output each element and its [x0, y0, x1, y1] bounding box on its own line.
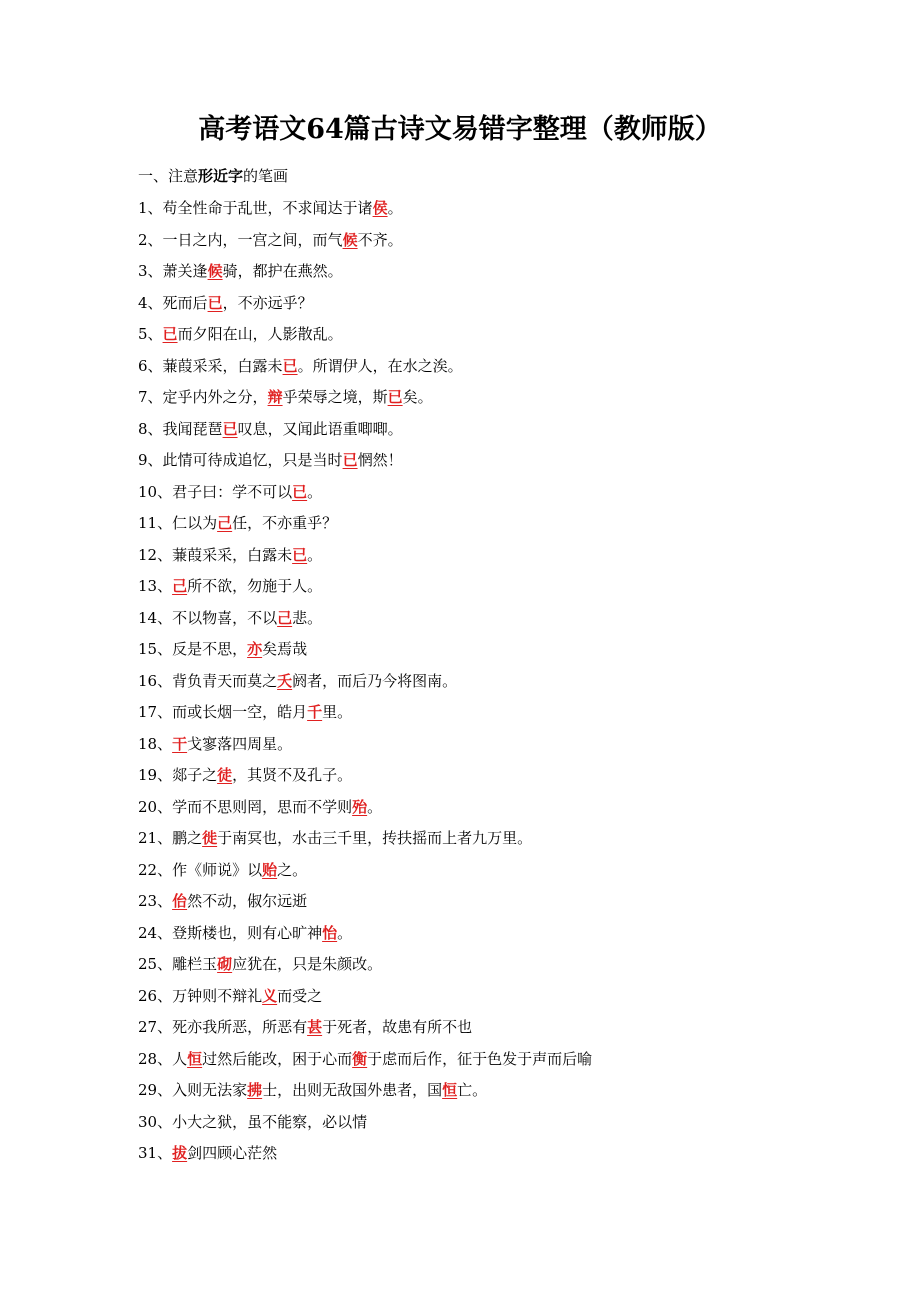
item-text: 过然后能改，困于心而	[202, 1049, 353, 1068]
item-text: 君子曰：学不可以	[172, 482, 293, 501]
highlighted-character: 亦	[247, 640, 263, 658]
item-number: 6、	[138, 356, 163, 375]
highlighted-character: 殆	[352, 797, 368, 816]
highlighted-character: 怡	[322, 923, 338, 942]
item-text: 不以物喜，不以	[172, 608, 278, 627]
section-heading	[138, 162, 288, 190]
item-text: 作《师说》以	[172, 860, 263, 879]
list-item	[138, 856, 878, 888]
item-number: 8、	[138, 419, 163, 438]
highlighted-character: 已	[292, 482, 308, 501]
list-item	[138, 383, 878, 415]
item-text: 而受之	[277, 986, 323, 1005]
item-number: 23、	[138, 892, 173, 910]
item-number: 24、	[138, 923, 173, 942]
list-item	[138, 1076, 878, 1108]
list-item	[138, 478, 878, 510]
list-item	[138, 257, 878, 289]
item-number: 19、	[138, 766, 173, 784]
list-item	[138, 635, 878, 667]
highlighted-character: 己	[277, 608, 293, 627]
item-number: 28、	[138, 1049, 173, 1068]
item-text: 蒹葭采采，白露未	[162, 356, 283, 375]
item-text: 登斯楼也，则有心旷神	[172, 923, 323, 942]
list-item	[138, 1108, 878, 1140]
item-text: 。	[307, 482, 323, 501]
item-text: 死而后	[162, 293, 208, 312]
list-item	[138, 289, 878, 321]
item-text: 然不动，俶尔远逝	[187, 892, 308, 910]
list-item	[138, 352, 878, 384]
item-text: 苟全性命于乱世，不求闻达于诸	[162, 199, 373, 217]
list-item	[138, 667, 878, 699]
highlighted-character: 甚	[307, 1018, 323, 1036]
item-text: 士，出则无敌国外患者，国	[262, 1081, 443, 1099]
list-item	[138, 226, 878, 258]
item-text: 。	[307, 545, 323, 564]
highlighted-character: 干	[172, 734, 188, 753]
item-text: 叹息，又闻此语重唧唧。	[237, 419, 403, 438]
highlighted-character: 候	[342, 230, 358, 249]
list-item	[138, 446, 878, 478]
item-text: 剑四顾心茫然	[187, 1144, 278, 1162]
item-number: 3、	[138, 262, 163, 280]
item-number: 5、	[138, 325, 163, 343]
list-item	[138, 415, 878, 447]
item-text: 骑，都护在燕然。	[222, 262, 343, 280]
highlighted-character: 千	[307, 703, 323, 721]
item-number: 17、	[138, 703, 173, 721]
list-item	[138, 919, 878, 951]
highlighted-character: 已	[282, 356, 298, 375]
item-number: 4、	[138, 293, 163, 312]
item-number: 26、	[138, 986, 173, 1005]
item-text: 萧关逢	[162, 262, 208, 280]
item-number: 22、	[138, 860, 173, 879]
highlighted-character: 砌	[217, 955, 233, 973]
item-number: 2、	[138, 230, 163, 249]
highlighted-character: 拂	[247, 1081, 263, 1099]
item-number: 25、	[138, 955, 173, 973]
item-text: 。	[367, 797, 383, 816]
item-number: 20、	[138, 797, 173, 816]
item-text: 此情可待成追忆，只是当时	[162, 451, 343, 469]
highlighted-character: 侯	[372, 199, 388, 217]
highlighted-character: 夭	[277, 671, 293, 690]
item-text: 于死者，故患有所不也	[322, 1018, 473, 1036]
item-text: 里。	[322, 703, 353, 721]
highlighted-character: 已	[162, 325, 178, 343]
list-item	[138, 572, 878, 604]
list-item	[138, 604, 878, 636]
list-item	[138, 887, 878, 919]
section-suffix: 的笔画	[243, 167, 289, 185]
item-text: 蒹葭采采，白露未	[172, 545, 293, 564]
item-text: 鹏之	[172, 829, 203, 847]
item-number: 11、	[138, 514, 173, 532]
item-number: 29、	[138, 1081, 173, 1099]
section-prefix: 一、注意	[138, 167, 199, 185]
item-number: 15、	[138, 640, 173, 658]
item-text: ，其贤不及孔子。	[232, 766, 353, 784]
item-text: 而或长烟一空，皓月	[172, 703, 308, 721]
highlighted-character: 已	[222, 419, 238, 438]
highlighted-character: 已	[292, 545, 308, 564]
highlighted-character: 辩	[267, 388, 283, 406]
item-text: 我闻琵琶	[162, 419, 223, 438]
list-item	[138, 320, 878, 352]
item-text: 矣焉哉	[262, 640, 308, 658]
item-text: 学而不思则罔，思而不学则	[172, 797, 353, 816]
item-text: 仁以为	[172, 514, 218, 532]
list-item	[138, 1139, 878, 1171]
list-item	[138, 698, 878, 730]
highlighted-character: 恒	[187, 1049, 203, 1068]
item-text: 定乎内外之分，	[162, 388, 268, 406]
item-text: 人	[172, 1049, 188, 1068]
item-text: 入则无法家	[172, 1081, 248, 1099]
list-item	[138, 509, 878, 541]
item-number: 16、	[138, 671, 173, 690]
item-text: 悲。	[292, 608, 323, 627]
highlighted-character: 拔	[172, 1144, 188, 1162]
list-item	[138, 982, 878, 1014]
item-number: 14、	[138, 608, 173, 627]
item-number: 30、	[138, 1112, 173, 1131]
list-item	[138, 1045, 878, 1077]
item-text: 。所谓伊人，在水之涘。	[297, 356, 463, 375]
item-number: 21、	[138, 829, 173, 847]
highlighted-character: 衡	[352, 1049, 368, 1068]
item-text: 于虑而后作，征于色发于声而后喻	[367, 1049, 593, 1068]
highlighted-character: 候	[207, 262, 223, 280]
item-text: 乎荣辱之境，斯	[282, 388, 388, 406]
highlighted-character: 义	[262, 986, 278, 1005]
item-text: 应犹在，只是朱颜改。	[232, 955, 383, 973]
item-text: 惘然！	[357, 451, 403, 469]
item-number: 7、	[138, 388, 163, 406]
item-number: 27、	[138, 1018, 173, 1036]
item-text: ，不亦远乎？	[222, 293, 313, 312]
item-text: 矣。	[402, 388, 433, 406]
list-item	[138, 824, 878, 856]
list-item	[138, 1013, 878, 1045]
item-text: 而夕阳在山，人影散乱。	[177, 325, 343, 343]
item-text: 之。	[277, 860, 308, 879]
highlighted-character: 已	[207, 293, 223, 312]
highlighted-character: 贻	[262, 860, 278, 879]
section-emphasis: 形近字	[198, 167, 244, 185]
list-item	[138, 950, 878, 982]
item-number: 10、	[138, 482, 173, 501]
item-text: 死亦我所恶，所恶有	[172, 1018, 308, 1036]
item-text: 戈寥落四周星。	[187, 734, 293, 753]
list-item	[138, 793, 878, 825]
highlighted-character: 恒	[442, 1081, 458, 1099]
item-text: 不齐。	[357, 230, 403, 249]
item-text: 亡。	[457, 1081, 488, 1099]
item-text: 所不欲，勿施于人。	[187, 577, 323, 595]
item-text: 反是不思，	[172, 640, 248, 658]
highlighted-character: 佁	[172, 892, 188, 910]
item-text: 小大之狱，虽不能察，必以情	[172, 1112, 368, 1131]
highlighted-character: 己	[217, 514, 233, 532]
highlighted-character: 己	[172, 577, 188, 595]
item-text: 背负青天而莫之	[172, 671, 278, 690]
list-item	[138, 194, 878, 226]
item-text: 于南冥也，水击三千里，抟扶摇而上者九万里。	[217, 829, 533, 847]
item-number: 31、	[138, 1144, 173, 1162]
item-number: 13、	[138, 577, 173, 595]
item-text: 一日之内，一宫之间，而气	[162, 230, 343, 249]
item-number: 9、	[138, 451, 163, 469]
item-text: 。	[387, 199, 403, 217]
item-text: 。	[337, 923, 353, 942]
item-list	[138, 194, 878, 1171]
highlighted-character: 徙	[202, 829, 218, 847]
item-text: 阏者，而后乃今将图南。	[292, 671, 458, 690]
highlighted-character: 已	[342, 451, 358, 469]
item-number: 12、	[138, 545, 173, 564]
item-text: 万钟则不辩礼	[172, 986, 263, 1005]
item-text: 郯子之	[172, 766, 218, 784]
highlighted-character: 已	[387, 388, 403, 406]
item-number: 1、	[138, 199, 163, 217]
list-item	[138, 761, 878, 793]
highlighted-character: 徒	[217, 766, 233, 784]
list-item	[138, 541, 878, 573]
item-text: 任，不亦重乎？	[232, 514, 338, 532]
item-number: 18、	[138, 734, 173, 753]
document-title: 高考语文64篇古诗文易错字整理（教师版）	[198, 114, 722, 145]
list-item	[138, 730, 878, 762]
item-text: 雕栏玉	[172, 955, 218, 973]
